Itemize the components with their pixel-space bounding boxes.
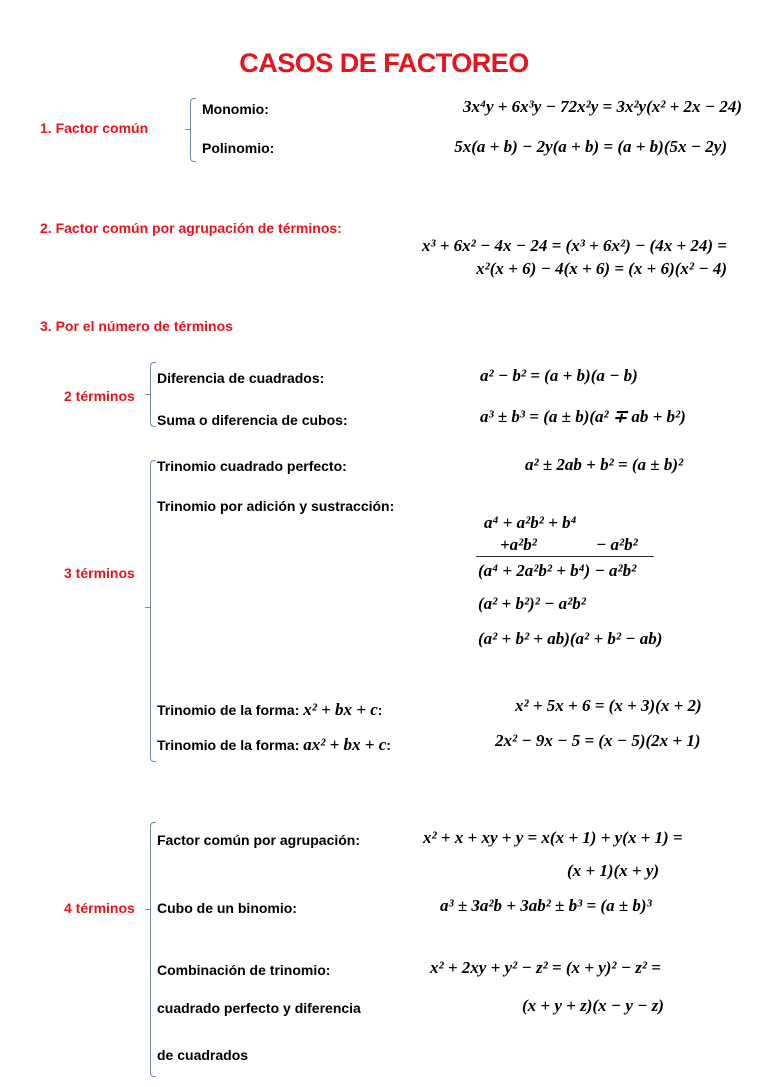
polinomio-formula: 5x(a + b) − 2y(a + b) = (a + b)(5x − 2y): [454, 137, 727, 156]
adicion-line: a⁴ + a²b² + b⁴: [484, 513, 577, 532]
combinacion-formula-1: x² + 2xy + y² − z² = (x + y)² − z² =: [430, 958, 661, 977]
cubos-label: Suma o diferencia de cubos:: [157, 412, 348, 428]
tcp-label: Trinomio cuadrado perfecto:: [157, 458, 347, 474]
monomio-label: Monomio:: [202, 101, 269, 117]
page-title: CASOS DE FACTOREO: [239, 48, 529, 78]
brace: [150, 362, 156, 427]
brace: [150, 822, 156, 1077]
forma1-formula: x² + 5x + 6 = (x + 3)(x + 2): [515, 696, 702, 715]
brace: [150, 460, 156, 762]
tcp-formula: a² ± 2ab + b² = (a ± b)²: [525, 455, 684, 474]
two-terms-label: 2 términos: [64, 388, 135, 404]
three-terms-label: 3 términos: [64, 565, 135, 581]
cubos-formula: a³ ± b³ = (a ± b)(a² ∓ ab + b²): [480, 407, 686, 426]
agrupacion-line-2: x²(x + 6) − 4(x + 6) = (x + 6)(x² − 4): [476, 259, 727, 278]
colon: :: [377, 702, 383, 718]
forma2-formula: 2x² − 9x − 5 = (x − 5)(2x + 1): [495, 731, 701, 750]
monomio-formula: 3x⁴y + 6x³y − 72x²y = 3x²y(x² + 2x − 24): [463, 97, 742, 116]
agrupacion-label: Factor común por agrupación:: [157, 832, 361, 848]
agrupacion-formula-2: (x + 1)(x + y): [567, 861, 660, 880]
adicion-label: Trinomio por adición y sustracción:: [157, 498, 395, 514]
combinacion-label-2: cuadrado perfecto y diferencia: [157, 1000, 361, 1016]
forma1-text: Trinomio de la forma:: [157, 702, 304, 718]
diferencia-cuadrados-label: Diferencia de cuadrados:: [157, 370, 325, 386]
cubo-label: Cubo de un binomio:: [157, 900, 297, 916]
cubo-formula: a³ ± 3a²b + 3ab² ± b³ = (a ± b)³: [440, 896, 652, 915]
sum-rule: [476, 556, 654, 557]
combinacion-label-1: Combinación de trinomio:: [157, 962, 331, 978]
brace: [190, 98, 196, 162]
forma1-expr: x² + bx + c: [303, 700, 378, 719]
agrupacion-line-1: x³ + 6x² − 4x − 24 = (x³ + 6x²) − (4x + 24) =: [421, 236, 727, 255]
combinacion-formula-2: (x + y + z)(x − y − z): [522, 996, 664, 1015]
forma2-label: [157, 735, 391, 755]
agrupacion-formula-1: x² + x + xy + y = x(x + 1) + y(x + 1) =: [423, 828, 683, 847]
combinacion-label-3: de cuadrados: [157, 1047, 249, 1063]
section-3-heading: 3. Por el número de términos: [40, 318, 233, 334]
forma2-expr: ax² + bx + c: [303, 735, 387, 754]
adicion-line: − a²b²: [596, 535, 638, 554]
forma1-label: [157, 700, 382, 720]
adicion-line: +a²b²: [500, 535, 537, 554]
section-2-heading: 2. Factor común por agrupación de términos:: [40, 220, 342, 236]
polinomio-label: Polinomio:: [202, 140, 275, 156]
adicion-line: (a² + b²)² − a²b²: [478, 594, 586, 613]
forma2-text: Trinomio de la forma:: [157, 737, 304, 753]
colon: :: [386, 737, 391, 753]
four-terms-label: 4 términos: [64, 900, 135, 916]
adicion-line: (a² + b² + ab)(a² + b² − ab): [478, 629, 663, 648]
adicion-line: (a⁴ + 2a²b² + b⁴) − a²b²: [478, 561, 637, 580]
diferencia-cuadrados-formula: a² − b² = (a + b)(a − b): [480, 366, 638, 385]
section-1-heading: 1. Factor común: [40, 120, 149, 136]
